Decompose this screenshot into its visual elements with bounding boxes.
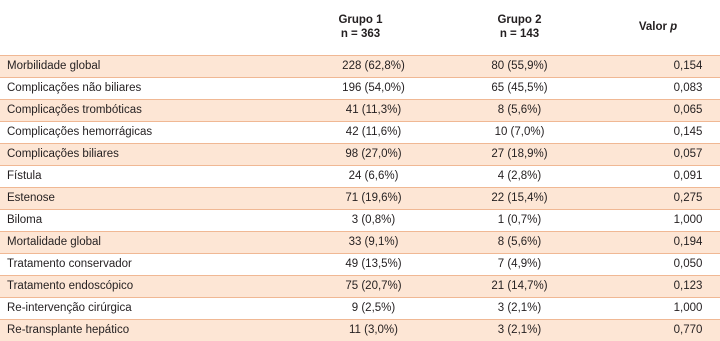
- p-value: 0,083: [596, 77, 720, 99]
- p-value: 0,194: [596, 231, 720, 253]
- table-row: [0, 297, 720, 319]
- header-pvalue-symbol: p: [670, 21, 678, 34]
- group2-value: 21 (14,7%): [443, 275, 596, 297]
- row-label: Re-intervenção cirúrgica: [0, 297, 278, 319]
- header-row: [0, 0, 720, 55]
- group2-value: 3 (2,1%): [443, 319, 596, 341]
- header-group1: [278, 0, 443, 55]
- table-row: [0, 231, 720, 253]
- p-value: 0,065: [596, 99, 720, 121]
- group2-value: 10 (7,0%): [443, 121, 596, 143]
- group1-value: 49 (13,5%): [278, 253, 443, 275]
- row-label: Biloma: [0, 209, 278, 231]
- p-value: 0,123: [596, 275, 720, 297]
- table-row: [0, 253, 720, 275]
- group2-value: 1 (0,7%): [443, 209, 596, 231]
- row-label: Complicações hemorrágicas: [0, 121, 278, 143]
- table-row: [0, 121, 720, 143]
- group2-value: 8 (5,6%): [443, 99, 596, 121]
- table-row: [0, 275, 720, 297]
- group1-value: 196 (54,0%): [278, 77, 443, 99]
- row-label: Mortalidade global: [0, 231, 278, 253]
- group1-value: 33 (9,1%): [278, 231, 443, 253]
- header-pvalue-prefix: Valor: [638, 21, 667, 34]
- p-value: 1,000: [596, 209, 720, 231]
- row-label: Complicações biliares: [0, 143, 278, 165]
- row-label: Morbilidade global: [0, 55, 278, 77]
- row-label: Estenose: [0, 187, 278, 209]
- p-value: 0,770: [596, 319, 720, 341]
- row-label: Fístula: [0, 165, 278, 187]
- p-value: 0,050: [596, 253, 720, 275]
- header-group2: [443, 0, 596, 55]
- header-group1-n: n = 363: [340, 28, 381, 41]
- header-group2-name: Grupo 2: [497, 14, 542, 27]
- table-row: [0, 165, 720, 187]
- group1-value: 42 (11,6%): [278, 121, 443, 143]
- p-value: 0,275: [596, 187, 720, 209]
- group1-value: 24 (6,6%): [278, 165, 443, 187]
- group2-value: 27 (18,9%): [443, 143, 596, 165]
- table-row: [0, 209, 720, 231]
- row-label: Re-transplante hepático: [0, 319, 278, 341]
- row-label: Complicações não biliares: [0, 77, 278, 99]
- group1-value: 11 (3,0%): [278, 319, 443, 341]
- table-row: [0, 99, 720, 121]
- group1-value: 98 (27,0%): [278, 143, 443, 165]
- group1-value: 71 (19,6%): [278, 187, 443, 209]
- p-value: 1,000: [596, 297, 720, 319]
- group1-value: 9 (2,5%): [278, 297, 443, 319]
- group1-value: 3 (0,8%): [278, 209, 443, 231]
- group2-value: 3 (2,1%): [443, 297, 596, 319]
- header-group1-name: Grupo 1: [338, 14, 383, 27]
- table-row: [0, 319, 720, 341]
- table-row: [0, 187, 720, 209]
- group1-value: 75 (20,7%): [278, 275, 443, 297]
- p-value: 0,145: [596, 121, 720, 143]
- group2-value: 22 (15,4%): [443, 187, 596, 209]
- group2-value: 7 (4,9%): [443, 253, 596, 275]
- header-label-column: [0, 0, 278, 55]
- group2-value: 8 (5,6%): [443, 231, 596, 253]
- p-value: 0,154: [596, 55, 720, 77]
- table-row: [0, 143, 720, 165]
- header-group2-n: n = 143: [499, 28, 540, 41]
- group2-value: 4 (2,8%): [443, 165, 596, 187]
- group1-value: 41 (11,3%): [278, 99, 443, 121]
- table-row: [0, 77, 720, 99]
- group2-value: 80 (55,9%): [443, 55, 596, 77]
- p-value: 0,057: [596, 143, 720, 165]
- row-label: Tratamento endoscópico: [0, 275, 278, 297]
- table-body: [0, 55, 720, 341]
- row-label: Tratamento conservador: [0, 253, 278, 275]
- table-row: [0, 55, 720, 77]
- group1-value: 228 (62,8%): [278, 55, 443, 77]
- row-label: Complicações trombóticas: [0, 99, 278, 121]
- group2-value: 65 (45,5%): [443, 77, 596, 99]
- p-value: 0,091: [596, 165, 720, 187]
- table-header: [0, 0, 720, 55]
- header-pvalue: [596, 0, 720, 55]
